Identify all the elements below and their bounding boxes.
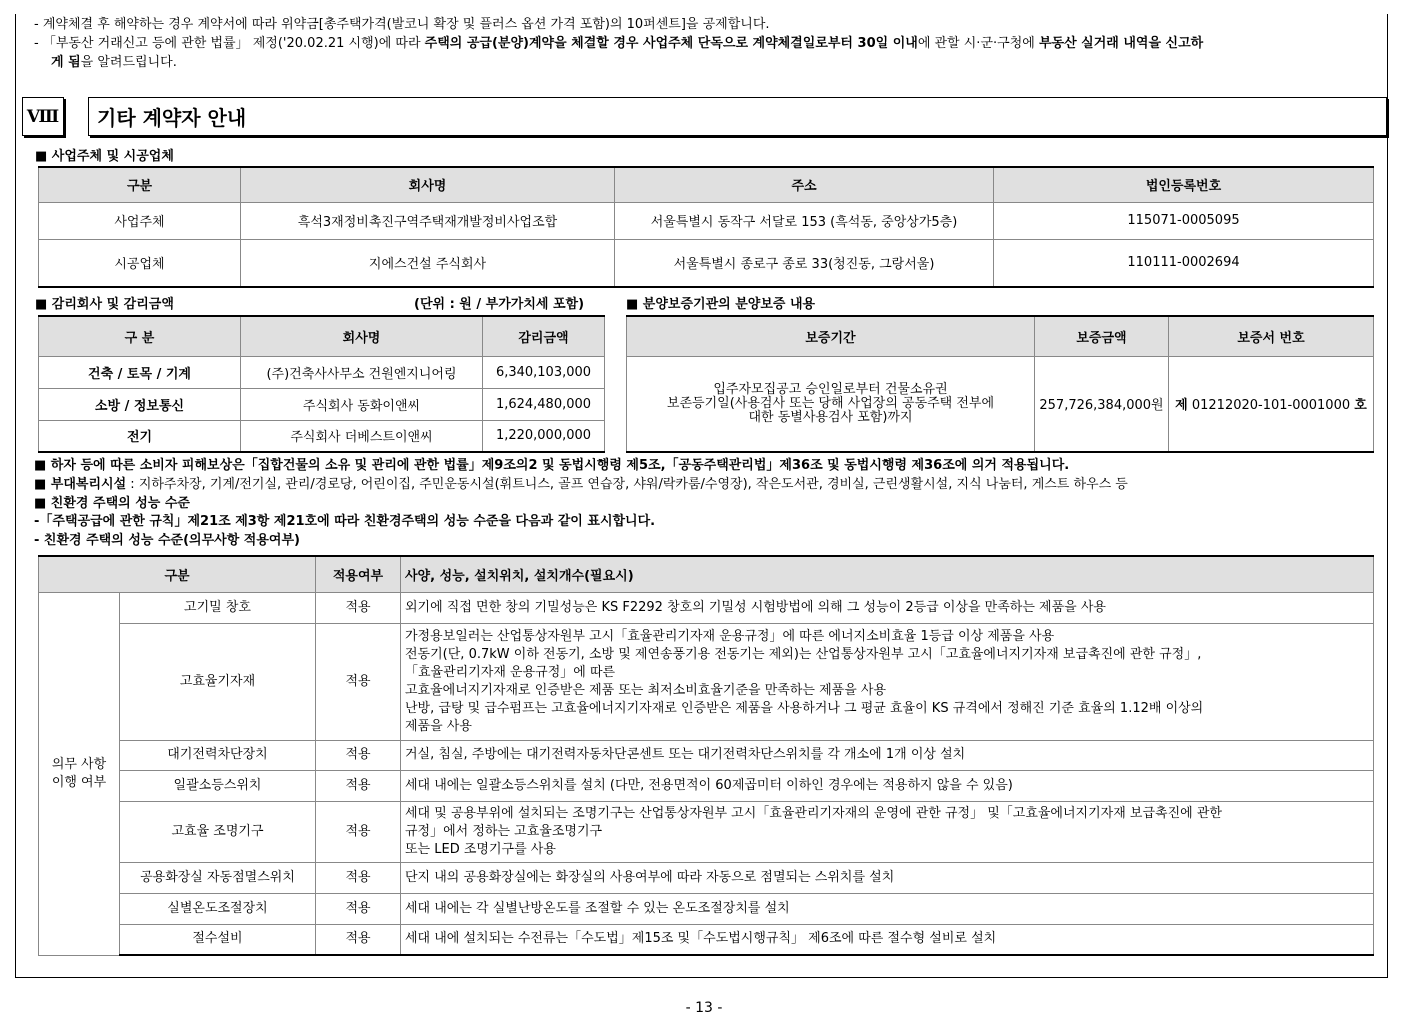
section-header [22, 97, 1387, 136]
table-row: 대기전력차단장치 적용 거실, 침실, 주방에는 대기전력자동차단콘센트 또는 대기전력차단스위치를 각 개소에 1개 이상 설치 [39, 740, 1374, 770]
page-number: - 13 - [685, 1000, 723, 1016]
welfare-facilities: ■ 부대복리시설 : 지하주차장, 기계/전기실, 관리/경로당, 어린이집, 주민운동시설(휘트니스, 골프 연습장, 샤워/락카룸/수영장), 작은도서관, 경비실, 근린생활시설, 지식 나눔터, 게스트 하우스 등 [34, 477, 1128, 492]
eco-heading: ■ 친환경 주택의 성능 수준 [34, 496, 190, 511]
section-number: Ⅷ [22, 97, 64, 136]
table-row: 의무 사항 이행 여부 고기밀 창호 적용 외기에 직접 면한 창의 기밀성능은 KS F2292 창호의 기밀성 시험방법에 의해 그 성능이 2등급 이상을 만족하는 제품을 사용 [39, 592, 1374, 623]
eco-line2: - 친환경 주택의 성능 수준(의무사항 적용여부) [34, 533, 300, 548]
col-header: 회사명 [241, 316, 483, 356]
note-penalty: - 계약체결 후 해약하는 경우 계약서에 따라 위약금[총주택가격(발코니 확장 및 플러스 옵션 가격 포함)의 10퍼센트]을 공제합니다. [34, 17, 770, 32]
section-title: 기타 계약자 안내 [88, 97, 1387, 136]
col-header: 보증서 번호 [1169, 316, 1374, 356]
guarantee-table [626, 315, 1374, 453]
table-row: 고효율 조명기구 적용 세대 및 공용부위에 설치되는 조명기구는 산업통상자원부 고시「효율관리기자재의 운영에 관한 규정」 및「고효율에너지기자재 보급촉진에 관한 규정」에서 정하는 고효율조명기구 또는 LED 조명기구를 사용 [39, 801, 1374, 862]
eco-line1: -「주택공급에 관한 규칙」제21조 제3항 제21호에 따라 친환경주택의 성능 수준을 다음과 같이 표시합니다. [34, 514, 656, 529]
table-row: 실별온도조절장치 적용 세대 내에는 각 실별난방온도를 조절할 수 있는 온도조절장치를 설치 [39, 893, 1374, 924]
supervision-unit: (단위 : 원 / 부가가치세 포함) [414, 297, 585, 312]
col-header: 구 분 [39, 316, 241, 356]
table-row: 전기 주식회사 더베스트이앤씨 1,220,000,000 [39, 420, 605, 452]
col-header: 적용여부 [316, 556, 401, 592]
supervision-heading: ■ 감리회사 및 감리금액 [35, 297, 174, 312]
table-row: 절수설비 적용 세대 내에 설치되는 수전류는「수도법」제15조 및「수도법시행규칙」 제6조에 따른 절수형 설비로 설치 [39, 924, 1374, 955]
table-row [627, 356, 1374, 452]
note-real-estate-report: - 「부동산 거래신고 등에 관한 법률」 제정('20.02.21 시행)에 따라 주택의 공급(분양)계약을 체결할 경우 사업주체 단독으로 계약체결일로부터 30일 이내에 관할 시·군·구청에 부동산 실거래 내역을 신고하 [34, 36, 1204, 51]
guarantee-period: 입주자모집공고 승인일로부터 건물소유권 보존등기일(사용검사 또는 당해 사업장의 공동주택 전부에 대한 동별사용검사 포함)까지 [627, 356, 1035, 452]
eco-table [38, 555, 1374, 956]
company-heading: ■ 사업주체 및 시공업체 [35, 149, 174, 164]
supervision-table [38, 315, 605, 453]
note-real-estate-report-cont: 게 됨을 알려드립니다. [51, 55, 177, 70]
col-header: 회사명 [241, 167, 615, 202]
table-row: 사업주체 흑석3재정비촉진구역주택재개발정비사업조합 서울특별시 동작구 서달로 153 (흑석동, 중앙상가5층) 115071-0005095 [39, 202, 1374, 239]
group-label: 의무 사항 이행 여부 [39, 592, 120, 955]
col-header: 주소 [615, 167, 994, 202]
defect-compensation: ■ 하자 등에 따른 소비자 피해보상은「집합건물의 소유 및 관리에 관한 법률」제9조의2 및 동법시행령 제5조,「공동주택관리법」제36조 및 동법시행령 제36조에 의거 적용됩니다. [34, 458, 1070, 473]
table-row: 공용화장실 자동점멸스위치 적용 단지 내의 공용화장실에는 화장실의 사용여부에 따라 자동으로 점멸되는 스위치를 설치 [39, 862, 1374, 893]
col-header: 구분 [39, 556, 316, 592]
guarantee-amount: 257,726,384,000원 [1035, 356, 1169, 452]
col-header: 보증기간 [627, 316, 1035, 356]
guarantee-heading: ■ 분양보증기관의 분양보증 내용 [626, 297, 816, 312]
col-header: 보증금액 [1035, 316, 1169, 356]
col-header: 구분 [39, 167, 241, 202]
col-header: 감리금액 [483, 316, 605, 356]
table-row: 시공업체 지에스건설 주식회사 서울특별시 종로구 종로 33(청진동, 그랑서울) 110111-0002694 [39, 239, 1374, 287]
table-row: 소방 / 정보통신 주식회사 동화이앤씨 1,624,480,000 [39, 388, 605, 420]
table-row: 일괄소등스위치 적용 세대 내에는 일괄소등스위치를 설치 (다만, 전용면적이 60제곱미터 이하인 경우에는 적용하지 않을 수 있음) [39, 770, 1374, 801]
col-header: 법인등록번호 [994, 167, 1374, 202]
guarantee-number: 제 01212020-101-0001000 호 [1169, 356, 1374, 452]
table-row: 건축 / 토목 / 기계 (주)건축사사무소 건원엔지니어링 6,340,103,000 [39, 356, 605, 388]
company-table [38, 166, 1374, 288]
contract-notes [34, 15, 1384, 72]
table-row: 고효율기자재 적용 가정용보일러는 산업통상자원부 고시「효율관리기자재 운용규정」에 따른 에너지소비효율 1등급 이상 제품을 사용 전동기(단, 0.7kW 이하 전동기, 소방 및 제연송풍기용 전동기는 제외)는 산업통상자원부 고시「고효율에너지기자재 보급촉진에 관한 규정」, 「효율관리기자재 운용규정」에 따른 고효율에너지기자재로 인증받은 제품 또는 최저소비효율기준을 만족하는 제품을 사용 난방, 급탕 및 급수펌프는 고효율에너지기자재로 인증받은 제품을 사용하거나 그 평균 효율이 KS 규격에서 정해진 기준 효율의 1.12배 이상의 제품을 사용 [39, 623, 1374, 740]
col-header: 사양, 성능, 설치위치, 설치개수(필요시) [401, 556, 1374, 592]
